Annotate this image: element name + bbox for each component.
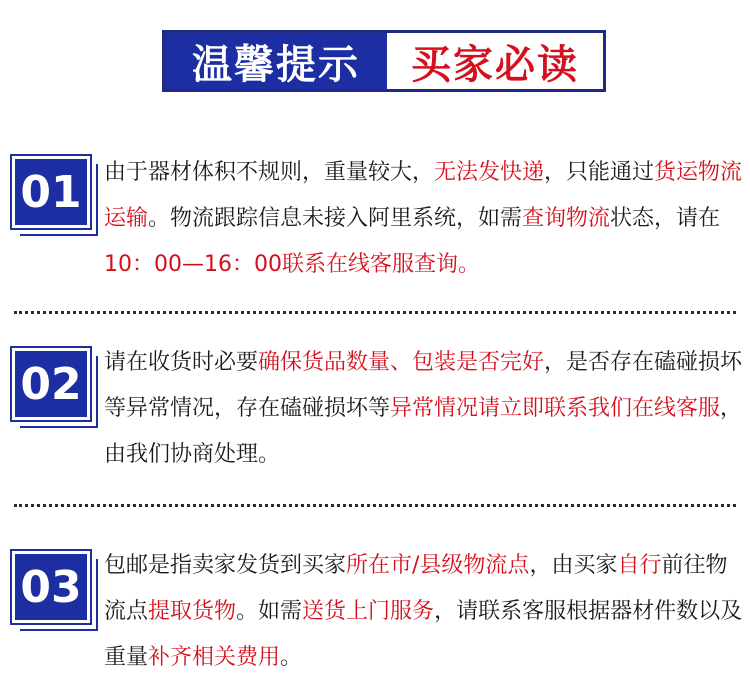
text-segment-highlight: 自行 — [617, 553, 662, 578]
text-segment-highlight: 无法发快递 — [434, 160, 545, 185]
header-title-tips: 温馨提示 — [165, 33, 387, 89]
text-segment: 前往物流点 — [104, 553, 728, 624]
notice-section-1 — [0, 150, 750, 290]
text-segment-highlight: 所在市/县级物流点 — [346, 553, 530, 578]
text-segment: ，由买家 — [529, 553, 618, 578]
header-title-buyer-must-read: 买家必读 — [387, 33, 603, 89]
dotted-divider — [14, 311, 736, 314]
text-segment-highlight: 提取货物 — [148, 599, 237, 624]
text-segment: 。 — [280, 645, 303, 670]
text-segment: ，只能通过 — [544, 160, 655, 185]
text-segment: 包邮是指卖家发货到买家 — [104, 553, 347, 578]
section-number-badge: 01 — [12, 156, 90, 228]
text-segment-highlight: 异常情况请立即联系我们在线客服 — [390, 396, 721, 421]
section-number-badge: 03 — [12, 551, 90, 623]
text-segment: 。如需 — [236, 599, 303, 624]
section-text — [104, 340, 744, 478]
text-segment-highlight: 补齐相关费用 — [148, 645, 281, 670]
section-text — [104, 543, 744, 681]
text-segment: 状态，请在 — [610, 206, 721, 231]
text-segment-highlight: 联系在线客服查询。 — [281, 252, 480, 277]
section-text — [104, 150, 744, 288]
text-segment-highlight: 货运物流运输 — [104, 160, 743, 231]
text-segment-highlight: 送货上门服务 — [302, 599, 435, 624]
notice-section-3 — [0, 543, 750, 683]
notice-section-2 — [0, 340, 750, 480]
text-segment-highlight: 10：00—16：00 — [104, 252, 282, 277]
text-segment: 请在收货时必要 — [104, 350, 259, 375]
notice-header — [162, 30, 606, 92]
text-segment: ，请联系客服根据器材件数以及重量 — [104, 599, 743, 670]
text-segment: 。物流跟踪信息未接入阿里系统，如需 — [148, 206, 523, 231]
dotted-divider — [14, 504, 736, 507]
text-segment: ，是否存在磕碰损坏等异常情况，存在磕碰损坏等 — [104, 350, 743, 421]
text-segment-highlight: 查询物流 — [522, 206, 611, 231]
section-number-badge: 02 — [12, 348, 90, 420]
text-segment-highlight: 确保货品数量、包装是否完好 — [258, 350, 545, 375]
text-segment: ，由我们协商处理。 — [104, 396, 743, 467]
text-segment: 由于器材体积不规则，重量较大， — [104, 160, 435, 185]
